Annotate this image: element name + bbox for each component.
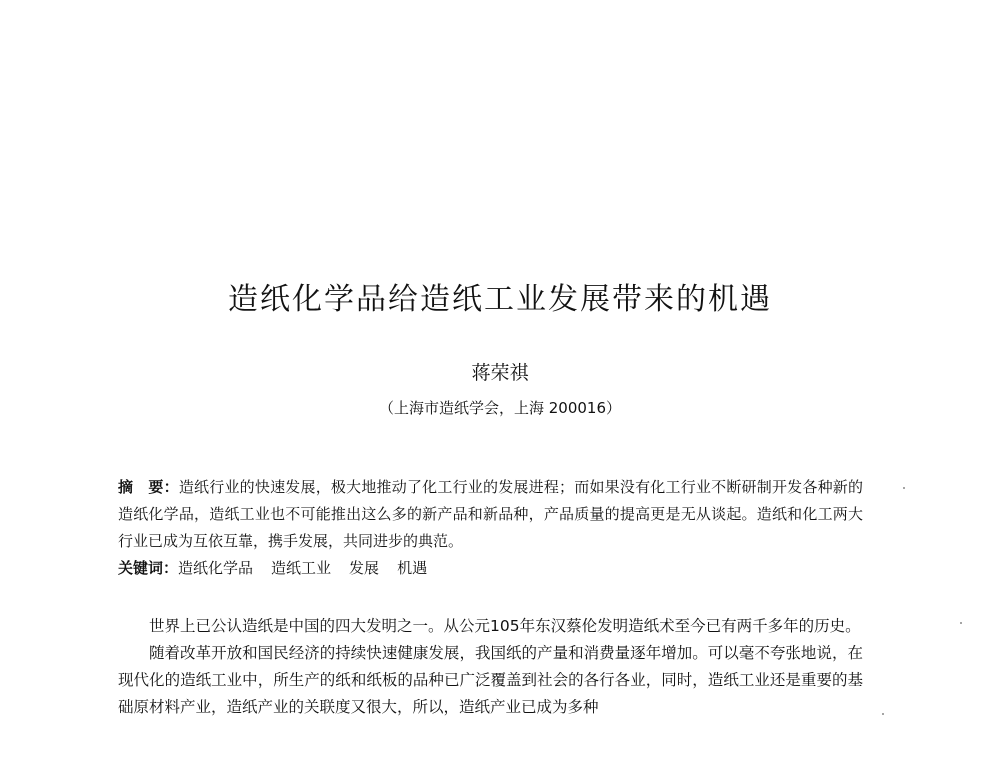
- scan-speck: [960, 622, 962, 624]
- paper-title: 造纸化学品给造纸工业发展带来的机遇: [228, 282, 772, 317]
- keywords-label: 关键词：: [118, 559, 179, 577]
- keyword: 造纸化学品: [178, 559, 254, 577]
- keyword: 机遇: [397, 559, 428, 577]
- keyword: 造纸工业: [271, 559, 332, 577]
- keyword: 发展: [349, 559, 380, 577]
- keywords: [118, 555, 863, 582]
- scan-speck: [903, 487, 905, 489]
- scan-speck: [882, 713, 884, 715]
- author-affiliation: （上海市造纸学会，上海 200016）: [378, 399, 622, 417]
- abstract-text: 造纸行业的快速发展，极大地推动了化工行业的发展进程；而如果没有化工行业不断研制开发各种新的造纸化学品，造纸工业也不可能推出这么多的新产品和新品种，产品质量的提高更是无从谈起。造纸和化工两大行业已成为互依互靠，携手发展，共同进步的典范。: [118, 478, 863, 550]
- abstract-label: 摘 要：: [118, 478, 179, 496]
- author-name: 蒋荣祺: [471, 362, 529, 384]
- body-paragraph: 世界上已公认造纸是中国的四大发明之一。从公元105年东汉蔡伦发明造纸术至今已有两千多年的历史。: [149, 617, 861, 635]
- body-paragraph: 随着改革开放和国民经济的持续快速健康发展，我国纸的产量和消费量逐年增加。可以毫不夸张地说，在现代化的造纸工业中，所生产的纸和纸板的品种已广泛覆盖到社会的各行各业，同时，造纸工业还是重要的基础原材料产业，造纸产业的关联度又很大，所以，造纸产业已成为多种: [118, 644, 863, 716]
- body-text: [118, 613, 863, 721]
- abstract: [118, 474, 863, 555]
